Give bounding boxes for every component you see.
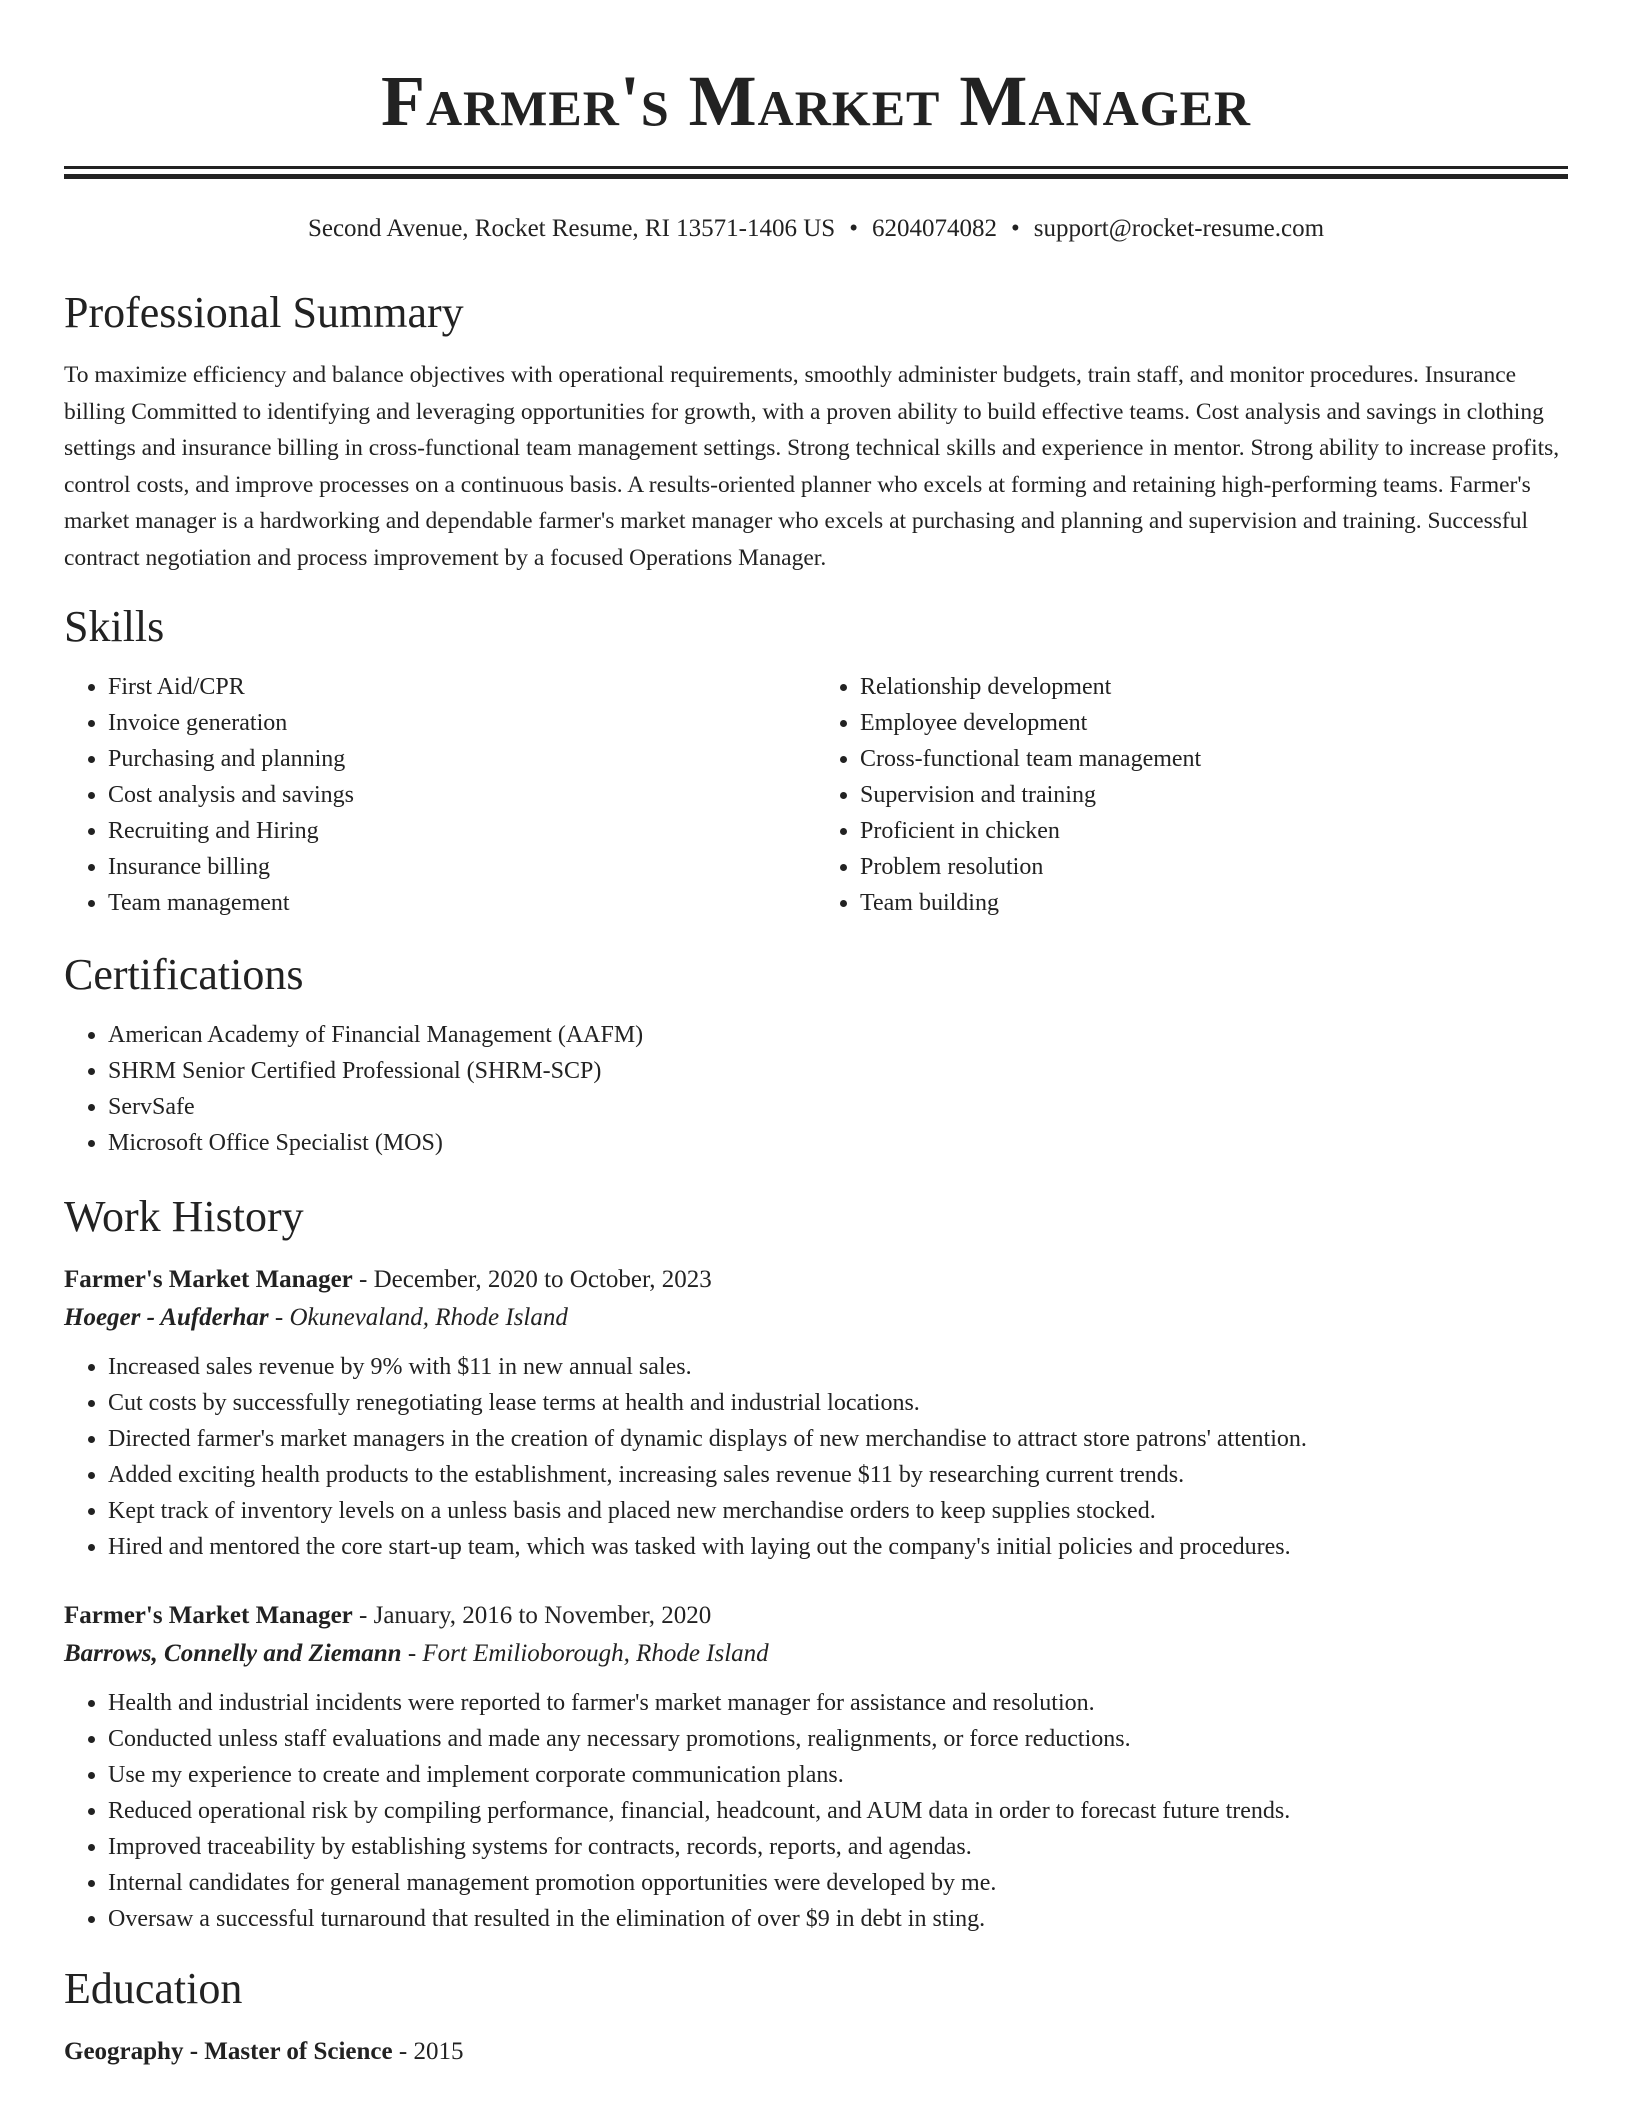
job-company: Barrows, Connelly and Ziemann	[64, 1639, 402, 1667]
education-year: - 2015	[392, 2037, 464, 2065]
education-degree: Geography - Master of Science	[64, 2037, 393, 2065]
job-location: - Fort Emilioborough, Rhode Island	[401, 1639, 769, 1667]
skill-item: • Team management	[108, 885, 816, 921]
skill-item: • Cost analysis and savings	[108, 777, 816, 813]
job-bullet: • Kept track of inventory levels on a unless basis and placed new merchandise orders to keep supplies stocked.	[108, 1493, 1568, 1529]
job-entry	[64, 1597, 1568, 1937]
job-bullet: • Oversaw a successful turnaround that resulted in the elimination of over $9 in debt in sting.	[108, 1901, 1568, 1937]
job-bullet: • Increased sales revenue by 9% with $11 in new annual sales.	[108, 1349, 1568, 1385]
job-bullet: • Hired and mentored the core start-up team, which was tasked with laying out the company's initial policies and procedures.	[108, 1529, 1568, 1565]
skill-item: • Problem resolution	[860, 849, 1568, 885]
job-bullet: • Conducted unless staff evaluations and made any necessary promotions, realignments, or force reductions.	[108, 1721, 1568, 1757]
contact-line	[64, 213, 1568, 245]
job-title: Farmer's Market Manager	[64, 1601, 353, 1629]
skill-item: • Relationship development	[860, 669, 1568, 705]
section-heading-certifications: Certifications	[64, 949, 304, 999]
skill-item: • Recruiting and Hiring	[108, 813, 816, 849]
job-bullet: • Improved traceability by establishing systems for contracts, records, reports, and agendas.	[108, 1829, 1568, 1865]
skill-item: • Team building	[860, 885, 1568, 921]
section-heading-summary: Professional Summary	[64, 288, 464, 337]
job-bullet: • Use my experience to create and implement corporate communication plans.	[108, 1757, 1568, 1793]
skill-item: • Proficient in chicken	[860, 813, 1568, 849]
skill-item: • Cross-functional team management	[860, 741, 1568, 777]
education-entry	[64, 2033, 1568, 2071]
header-rule-top	[64, 166, 1568, 169]
job-company-line	[64, 1299, 1568, 1337]
job-bullet: • Internal candidates for general management promotion opportunities were developed by me.	[108, 1865, 1568, 1901]
job-bullets	[64, 1685, 1568, 1937]
skills-list-left	[64, 669, 816, 921]
resume-name: Farmer's Market Manager	[380, 61, 1252, 141]
certification-item: • Microsoft Office Specialist (MOS)	[108, 1125, 1568, 1161]
skill-item: • Insurance billing	[108, 849, 816, 885]
job-bullet: • Reduced operational risk by compiling performance, financial, headcount, and AUM data in order to forecast future trends.	[108, 1793, 1568, 1829]
section-heading-work-history: Work History	[64, 1191, 304, 1241]
job-dates: - January, 2016 to November, 2020	[352, 1601, 712, 1629]
section-heading-education: Education	[64, 1963, 243, 2013]
job-bullet: • Directed farmer's market managers in the creation of dynamic displays of new merchandise to attract store patrons' attention.	[108, 1421, 1568, 1457]
job-company: Hoeger - Aufderhar	[64, 1303, 269, 1331]
certification-item: • American Academy of Financial Management (AAFM)	[108, 1017, 1568, 1053]
contact-phone: 6204074082	[871, 215, 997, 242]
skill-item: • Purchasing and planning	[108, 741, 816, 777]
contact-email: support@rocket-resume.com	[1033, 215, 1325, 242]
skill-item: • Invoice generation	[108, 705, 816, 741]
skill-item: • Supervision and training	[860, 777, 1568, 813]
job-title-line	[64, 1597, 1568, 1635]
skill-item: • Employee development	[860, 705, 1568, 741]
job-title-line	[64, 1261, 1568, 1299]
skills-grid	[64, 669, 1568, 921]
skills-list-right	[816, 669, 1568, 921]
job-company-line	[64, 1635, 1568, 1673]
job-bullets	[64, 1349, 1568, 1565]
job-title: Farmer's Market Manager	[64, 1265, 353, 1293]
summary-text: To maximize efficiency and balance objectives with operational requirements, smoothly administer budgets, train staff, and monitor procedures. Insurance billing Committed to identifying and leveraging opportunities for growth, with a proven ability to build effective teams. Cost analysis and savings in clothing settings and insurance billing in cross-functional team management settings. Strong technical skills and experience in mentor. Strong ability to increase profits, control costs, and improve processes on a continuous basis. A results-oriented planner who excels at forming and retaining high-performing teams. Farmer's market manager is a hardworking and dependable farmer's market manager who excels at purchasing and planning and supervision and training. Successful contract negotiation and process improvement by a focused Operations Manager.	[64, 362, 1560, 571]
job-entry	[64, 1261, 1568, 1565]
job-bullet: • Cut costs by successfully renegotiating lease terms at health and industrial locations.	[108, 1385, 1568, 1421]
certifications-list	[64, 1017, 1568, 1161]
skill-item: • First Aid/CPR	[108, 669, 816, 705]
job-location: - Okunevaland, Rhode Island	[268, 1303, 568, 1331]
contact-address: Second Avenue, Rocket Resume, RI 13571-1406 US	[307, 215, 836, 242]
section-heading-skills: Skills	[64, 601, 165, 651]
certification-item: • ServSafe	[108, 1089, 1568, 1125]
job-dates: - December, 2020 to October, 2023	[352, 1265, 712, 1293]
certification-item: • SHRM Senior Certified Professional (SHRM-SCP)	[108, 1053, 1568, 1089]
job-bullet: • Health and industrial incidents were reported to farmer's market manager for assistance and resolution.	[108, 1685, 1568, 1721]
header-rule-bottom	[64, 174, 1568, 179]
job-bullet: • Added exciting health products to the establishment, increasing sales revenue $11 by researching current trends.	[108, 1457, 1568, 1493]
contact-separator: •	[1010, 215, 1020, 242]
contact-separator: •	[849, 215, 858, 242]
